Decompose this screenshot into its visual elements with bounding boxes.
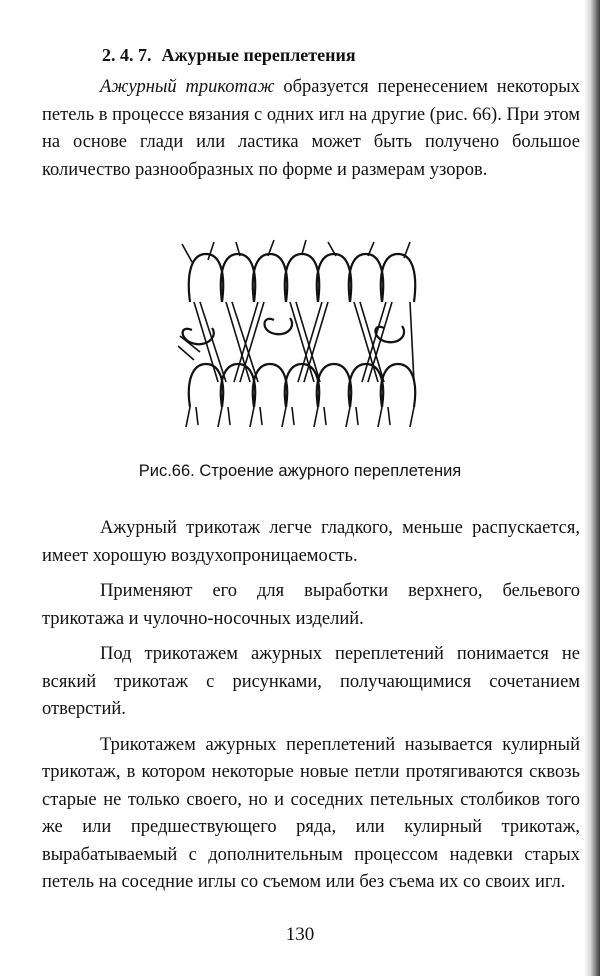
lace-knit-figure [178,232,428,432]
intro-text: образуется перенесением некоторых петель в процессе вязания с одних игл на другие (рис. 66). При этом на основе глади или ластика может быть получено большое количество разнообразных по форме и размерам узоров. [42,77,580,180]
paragraph: Ажурный трикотаж легче гладкого, меньше распускается, имеет хорошую воздухопроницаемость. [42,518,580,566]
section-title: Ажурные переплетения [161,45,356,65]
page-number: 130 [285,924,315,945]
lace-knit-diagram [178,232,428,432]
top-loop-row [182,240,415,302]
paragraph: Применяют его для выработки верхнего, бельевого трикотажа и чулочно-носочных изделий. [42,581,580,629]
intro-term: Ажурный трикотаж [100,77,275,97]
paragraph: Трикотажем ажурных переплетений называется кулирный трикотаж, в котором некоторые новые петли протягиваются сквозь старые не только своего, но и соседних петельных столбиков того же или предшествующего ряда, или кулирный трикотаж, вырабатываемый с дополнительным процессом надевки старых петель на соседние иглы со съемом или без съема их со своих игл. [42,734,580,892]
paragraph: Под трикотажем ажурных переплетений понимается не всякий трикотаж с рисунками, получающимися сочетанием отверстий. [42,644,580,719]
scanned-page-edge [584,0,600,976]
body-text [42,515,580,905]
intro-paragraph [42,74,580,184]
section-heading [102,44,542,66]
section-number: 2. 4. 7. [102,45,152,65]
figure-caption: Рис.66. Строение ажурного переплетения [138,462,462,480]
